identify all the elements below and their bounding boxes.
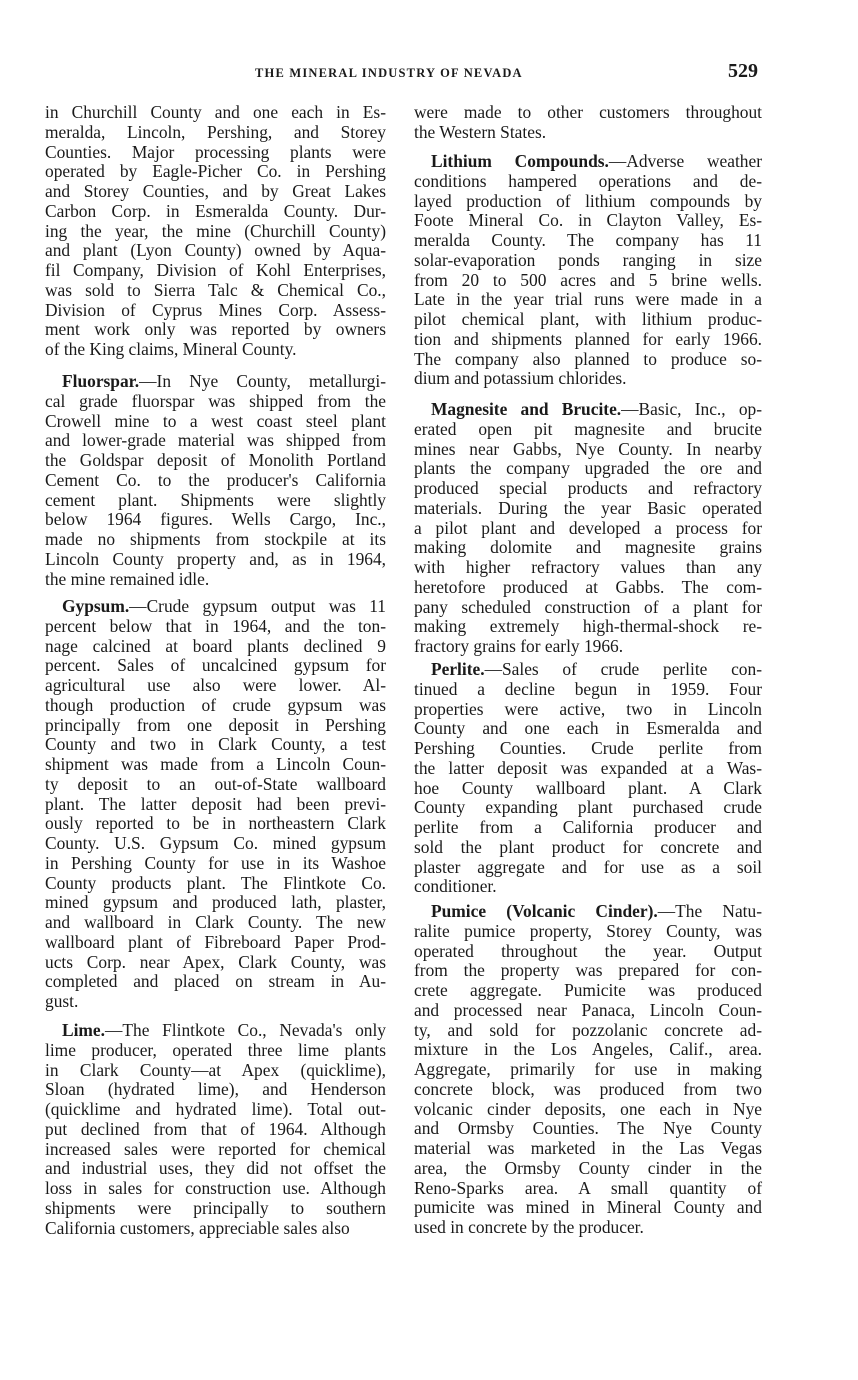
text-line bbox=[45, 716, 386, 736]
line-text: mined gypsum and produced lath, plaster, bbox=[45, 892, 386, 913]
line-text: heretofore produced at Gabbs. The com- bbox=[414, 576, 762, 597]
text-line bbox=[45, 913, 386, 933]
line-text: shipments were principally to southern bbox=[45, 1197, 386, 1218]
text-line bbox=[414, 400, 762, 420]
line-text: volcanic cinder deposits, one each in Nye bbox=[414, 1098, 762, 1119]
line-text: Aggregate, primarily for use in making bbox=[414, 1059, 762, 1079]
text-line bbox=[414, 231, 762, 251]
text-line bbox=[45, 340, 386, 360]
line-text: area, the Ormsby County cinder in the bbox=[414, 1157, 762, 1178]
section-heading: Fluorspar. bbox=[62, 371, 140, 391]
line-text: layed production of lithium compounds by bbox=[414, 190, 762, 211]
line-text: properties were active, two in Lincoln bbox=[414, 698, 762, 719]
line-text: were made to other customers throughout bbox=[414, 102, 762, 122]
text-line bbox=[414, 1001, 762, 1021]
line-text: fil Company, Division of Kohl Enterprises, bbox=[45, 260, 386, 280]
running-header bbox=[0, 60, 858, 84]
line-text: Division of Cyprus Mines Corp. Assess- bbox=[45, 299, 386, 320]
text-line bbox=[45, 162, 386, 182]
line-text: made no shipments from stockpile at its bbox=[45, 529, 386, 549]
line-text: County and two in Clark County, a test bbox=[45, 734, 386, 755]
line-text: Foote Mineral Co. in Clayton Valley, Es- bbox=[414, 210, 762, 231]
text-line bbox=[414, 440, 762, 460]
line-text: County. U.S. Gypsum Co. mined gypsum bbox=[45, 833, 386, 853]
line-text: nage calcined at board plants declined 9 bbox=[45, 635, 386, 656]
running-title: THE MINERAL INDUSTRY OF NEVADA bbox=[255, 66, 523, 80]
line-text: plaster aggregate and for use as a soil bbox=[414, 856, 762, 877]
line-text: the latter deposit was expanded at a Was- bbox=[414, 757, 762, 778]
section-heading: Lithium Compounds. bbox=[431, 151, 609, 171]
text-line bbox=[45, 735, 386, 755]
line-text: and Storey Counties, and by Great Lakes bbox=[45, 181, 386, 201]
line-text: Counties. Major processing plants were bbox=[45, 141, 386, 162]
line-text: from 20 to 500 acres and 5 brine wells. bbox=[414, 269, 762, 290]
text-line bbox=[45, 637, 386, 657]
line-text: —Basic, Inc., op- bbox=[621, 399, 762, 419]
text-line bbox=[414, 123, 762, 143]
text-line bbox=[414, 519, 762, 539]
line-text: —The Natu- bbox=[657, 901, 762, 921]
line-text: crete aggregate. Pumicite was produced bbox=[414, 980, 762, 1000]
page-number: 529 bbox=[728, 60, 758, 82]
text-line bbox=[414, 759, 762, 779]
text-line bbox=[414, 350, 762, 370]
line-text: dium and potassium chlorides. bbox=[414, 368, 627, 389]
text-line bbox=[45, 1199, 386, 1219]
text-line bbox=[414, 479, 762, 499]
text-line bbox=[45, 471, 386, 491]
line-text: used in concrete by the producer. bbox=[414, 1217, 644, 1237]
text-line bbox=[414, 1100, 762, 1120]
text-line bbox=[414, 961, 762, 981]
text-line bbox=[414, 558, 762, 578]
text-line bbox=[45, 854, 386, 874]
text-line bbox=[45, 1061, 386, 1081]
line-text: ralite pumice property, Storey County, was bbox=[414, 920, 762, 941]
text-line bbox=[45, 510, 386, 530]
line-text: and industrial uses, they did not offset the bbox=[45, 1158, 386, 1179]
line-text: and processed near Panaca, Lincoln Coun- bbox=[414, 999, 762, 1020]
line-text: meralda, Lincoln, Pershing, and Storey bbox=[45, 121, 386, 142]
line-text: in Clark County—at Apex (quicklime), bbox=[45, 1059, 386, 1080]
text-line bbox=[414, 578, 762, 598]
text-line bbox=[45, 795, 386, 815]
text-line bbox=[45, 834, 386, 854]
line-text: —Adverse weather bbox=[608, 151, 762, 171]
line-text: material was marketed in the Las Vegas bbox=[414, 1138, 762, 1158]
text-line bbox=[414, 251, 762, 271]
section-lithium-compounds bbox=[414, 152, 762, 389]
line-text: the mine remained idle. bbox=[45, 568, 210, 589]
line-text: operated by Eagle-Picher Co. in Pershing bbox=[45, 161, 386, 182]
text-line bbox=[45, 775, 386, 795]
line-text: cal grade fluorspar was shipped from the bbox=[45, 390, 386, 411]
text-line bbox=[45, 814, 386, 834]
text-line bbox=[45, 451, 386, 471]
text-line bbox=[414, 922, 762, 942]
line-text: increased sales were reported for chemical bbox=[45, 1138, 386, 1159]
text-line bbox=[45, 1219, 386, 1239]
text-line bbox=[414, 942, 762, 962]
line-text: a pilot plant and developed a process for bbox=[414, 517, 762, 538]
line-text: California customers, appreciable sales also bbox=[45, 1217, 350, 1238]
line-text: ously reported to be in northeastern Clark bbox=[45, 813, 386, 834]
text-line bbox=[45, 953, 386, 973]
line-text: Cement Co. to the producer's California bbox=[45, 469, 386, 490]
text-line bbox=[45, 412, 386, 432]
line-text: completed and placed on stream in Au- bbox=[45, 971, 386, 992]
text-line bbox=[414, 310, 762, 330]
text-line bbox=[414, 152, 762, 172]
text-line bbox=[45, 392, 386, 412]
text-line bbox=[414, 369, 762, 389]
line-text: (quicklime and hydrated lime). Total out- bbox=[45, 1099, 386, 1119]
line-text: Pershing Counties. Crude perlite from bbox=[414, 738, 762, 758]
text-line bbox=[45, 696, 386, 716]
line-text: meralda County. The company has 11 bbox=[414, 230, 762, 250]
line-text: ucts Corp. near Apex, Clark County, was bbox=[45, 951, 386, 972]
section-pumice-volcanic-cinder bbox=[414, 902, 762, 1238]
text-line bbox=[45, 597, 386, 617]
section-heading: Lime. bbox=[62, 1020, 105, 1040]
line-text: gust. bbox=[45, 991, 79, 1011]
line-text: of the King claims, Mineral County. bbox=[45, 339, 297, 359]
text-line bbox=[414, 538, 762, 558]
line-text: mixture in the Los Angeles, Calif., area. bbox=[414, 1039, 762, 1060]
text-line bbox=[45, 1100, 386, 1120]
text-line bbox=[45, 1041, 386, 1061]
line-text: making dolomite and magnesite grains bbox=[414, 537, 762, 558]
line-text: Crowell mine to a west coast steel plant bbox=[45, 410, 386, 431]
line-text: operated throughout the year. Output bbox=[414, 940, 762, 961]
section-heading: Magnesite and Brucite. bbox=[431, 399, 622, 419]
text-line bbox=[414, 779, 762, 799]
text-line bbox=[45, 491, 386, 511]
line-text: —Sales of crude perlite con- bbox=[484, 659, 762, 679]
line-text: County expanding plant purchased crude bbox=[414, 797, 762, 818]
line-text: conditions hampered operations and de- bbox=[414, 170, 762, 191]
line-text: Sloan (hydrated lime), and Henderson bbox=[45, 1079, 386, 1100]
text-line bbox=[414, 192, 762, 212]
section-heading: Perlite. bbox=[431, 659, 485, 679]
line-text: —The Flintkote Co., Nevada's only bbox=[104, 1020, 386, 1040]
text-line bbox=[45, 656, 386, 676]
text-line bbox=[45, 123, 386, 143]
text-line bbox=[414, 818, 762, 838]
line-text: mines near Gabbs, Nye County. In nearby bbox=[414, 438, 762, 459]
line-text: percent. Sales of uncalcined gypsum for bbox=[45, 655, 386, 676]
text-line bbox=[414, 637, 762, 657]
text-line bbox=[45, 755, 386, 775]
text-line bbox=[45, 103, 386, 123]
text-line bbox=[414, 1218, 762, 1238]
line-text: tinued a decline begun in 1959. Four bbox=[414, 678, 762, 699]
line-text: the Goldspar deposit of Monolith Portland bbox=[45, 450, 386, 470]
text-line bbox=[45, 530, 386, 550]
section-fluorspar bbox=[45, 372, 386, 589]
text-line bbox=[45, 281, 386, 301]
text-line bbox=[414, 981, 762, 1001]
text-line bbox=[45, 617, 386, 637]
line-text: ing the year, the mine (Churchill County) bbox=[45, 220, 386, 241]
line-text: ty, and sold for pozzolanic concrete ad- bbox=[414, 1019, 762, 1040]
text-line bbox=[414, 330, 762, 350]
line-text: below 1964 figures. Wells Cargo, Inc., bbox=[45, 509, 386, 530]
text-line bbox=[414, 838, 762, 858]
line-text: produced special products and refractory bbox=[414, 478, 762, 498]
text-line bbox=[45, 874, 386, 894]
line-text: loss in sales for construction use. Although bbox=[45, 1178, 386, 1198]
text-line bbox=[414, 1040, 762, 1060]
text-line bbox=[414, 719, 762, 739]
line-text: tion and shipments planned for early 1966. bbox=[414, 328, 762, 349]
text-line bbox=[414, 1080, 762, 1100]
line-text: and plant (Lyon County) owned by Aqua- bbox=[45, 240, 386, 261]
text-line bbox=[414, 1060, 762, 1080]
text-line bbox=[45, 992, 386, 1012]
line-text: though production of crude gypsum was bbox=[45, 694, 386, 715]
text-line bbox=[414, 680, 762, 700]
line-text: Carbon Corp. in Esmeralda County. Dur- bbox=[45, 200, 386, 221]
paragraph-continuation bbox=[414, 103, 762, 143]
text-line bbox=[414, 877, 762, 897]
text-line bbox=[414, 700, 762, 720]
text-line bbox=[414, 1021, 762, 1041]
text-line bbox=[414, 172, 762, 192]
line-text: County and one each in Esmeralda and bbox=[414, 718, 762, 739]
line-text: shipment was made from a Lincoln Coun- bbox=[45, 754, 386, 774]
line-text: Reno-Sparks area. A small quantity of bbox=[414, 1177, 762, 1198]
text-line bbox=[45, 241, 386, 261]
section-heading: Pumice (Volcanic Cinder). bbox=[431, 901, 658, 921]
line-text: perlite from a California producer and bbox=[414, 817, 762, 837]
line-text: and Ormsby Counties. The Nye County bbox=[414, 1118, 762, 1139]
line-text: and wallboard in Clark County. The new bbox=[45, 912, 386, 932]
text-line bbox=[45, 676, 386, 696]
line-text: —Crude gypsum output was 11 bbox=[129, 596, 386, 616]
line-text: Late in the year trial runs were made in a bbox=[414, 289, 762, 310]
text-line bbox=[45, 1159, 386, 1179]
text-line bbox=[414, 290, 762, 310]
text-line bbox=[45, 893, 386, 913]
line-text: percent below that in 1964, and the ton- bbox=[45, 615, 386, 636]
line-text: plant. The latter deposit had been previ- bbox=[45, 793, 386, 814]
text-line bbox=[414, 902, 762, 922]
line-text: concrete block, was produced from two bbox=[414, 1078, 762, 1099]
text-line bbox=[45, 1021, 386, 1041]
text-line bbox=[414, 103, 762, 123]
text-line bbox=[414, 499, 762, 519]
section-gypsum bbox=[45, 597, 386, 1012]
text-line bbox=[414, 1198, 762, 1218]
line-text: wallboard plant of Fibreboard Paper Prod- bbox=[45, 931, 386, 952]
text-line bbox=[45, 222, 386, 242]
line-text: —In Nye County, metallurgi- bbox=[139, 371, 386, 391]
text-line bbox=[414, 858, 762, 878]
line-text: the Western States. bbox=[414, 121, 547, 142]
section-magnesite-and-brucite bbox=[414, 400, 762, 657]
text-line bbox=[414, 798, 762, 818]
text-line bbox=[414, 1119, 762, 1139]
line-text: conditioner. bbox=[414, 876, 497, 897]
line-text: agricultural use also were lower. Al- bbox=[45, 675, 386, 695]
text-line bbox=[414, 1179, 762, 1199]
line-text: sold the plant product for concrete and bbox=[414, 836, 762, 857]
section-heading: Gypsum. bbox=[62, 596, 130, 616]
text-line bbox=[45, 1080, 386, 1100]
line-text: hoe County wallboard plant. A Clark bbox=[414, 777, 762, 798]
line-text: principally from one deposit in Pershing bbox=[45, 714, 386, 735]
line-text: and lower-grade material was shipped from bbox=[45, 430, 386, 451]
text-line bbox=[414, 1139, 762, 1159]
text-line bbox=[414, 271, 762, 291]
text-line bbox=[45, 570, 386, 590]
text-line bbox=[414, 617, 762, 637]
text-line bbox=[414, 211, 762, 231]
section-lime bbox=[45, 1021, 386, 1238]
line-text: The company also planned to produce so- bbox=[414, 348, 762, 369]
line-text: erated open pit magnesite and brucite bbox=[414, 418, 762, 439]
line-text: pilot chemical plant, with lithium produc- bbox=[414, 309, 762, 329]
line-text: making extremely high-thermal-shock re- bbox=[414, 616, 762, 637]
text-line bbox=[45, 933, 386, 953]
text-line bbox=[45, 1120, 386, 1140]
line-text: materials. During the year Basic operated bbox=[414, 497, 762, 518]
section-perlite bbox=[414, 660, 762, 897]
line-text: from the property was prepared for con- bbox=[414, 960, 762, 981]
text-line bbox=[45, 372, 386, 392]
text-line bbox=[45, 261, 386, 281]
text-line bbox=[414, 459, 762, 479]
line-text: pumicite was mined in Mineral County and bbox=[414, 1197, 762, 1218]
line-text: plants the company upgraded the ore and bbox=[414, 458, 762, 479]
text-line bbox=[45, 972, 386, 992]
line-text: fractory grains for early 1966. bbox=[414, 636, 624, 656]
text-line bbox=[414, 739, 762, 759]
line-text: in Churchill County and one each in Es- bbox=[45, 102, 386, 122]
text-line bbox=[45, 1179, 386, 1199]
text-line bbox=[45, 550, 386, 570]
text-line bbox=[414, 1159, 762, 1179]
line-text: cement plant. Shipments were slightly bbox=[45, 489, 386, 510]
text-line bbox=[45, 431, 386, 451]
text-line bbox=[45, 320, 386, 340]
line-text: put declined from that of 1964. Although bbox=[45, 1118, 386, 1139]
text-line bbox=[45, 301, 386, 321]
text-line bbox=[45, 1140, 386, 1160]
line-text: lime producer, operated three lime plants bbox=[45, 1039, 386, 1060]
text-line bbox=[414, 598, 762, 618]
line-text: in Pershing County for use in its Washoe bbox=[45, 852, 386, 873]
text-line bbox=[414, 420, 762, 440]
line-text: Lincoln County property and, as in 1964, bbox=[45, 548, 386, 569]
line-text: pany scheduled construction of a plant for bbox=[414, 596, 762, 617]
line-text: with higher refractory values than any bbox=[414, 557, 762, 577]
line-text: County products plant. The Flintkote Co. bbox=[45, 872, 386, 893]
line-text: ment work only was reported by owners bbox=[45, 319, 386, 340]
text-line bbox=[414, 660, 762, 680]
text-line bbox=[45, 143, 386, 163]
paragraph-continuation bbox=[45, 103, 386, 360]
line-text: was sold to Sierra Talc & Chemical Co., bbox=[45, 279, 386, 300]
line-text: ty deposit to an out-of-State wallboard bbox=[45, 773, 386, 794]
text-line bbox=[45, 202, 386, 222]
line-text: solar-evaporation ponds ranging in size bbox=[414, 249, 762, 270]
text-line bbox=[45, 182, 386, 202]
